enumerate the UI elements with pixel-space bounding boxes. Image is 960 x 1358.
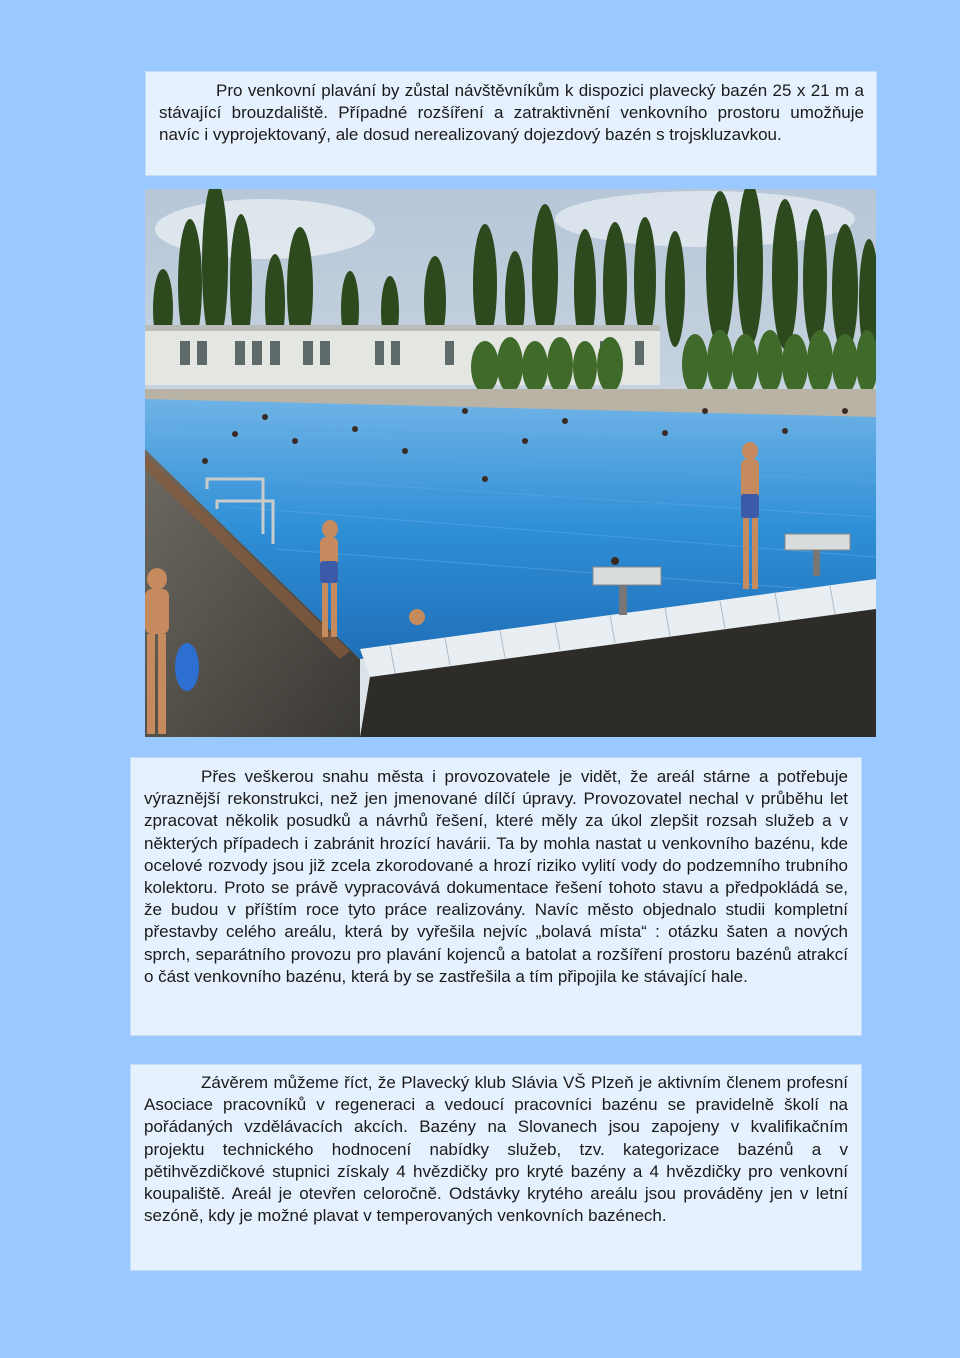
condition-text-box: [130, 757, 862, 1036]
intro-paragraph: Pro venkovní plavání by zůstal návštěvníkům k dispozici plavecký bazén 25 x 21 m a stávající brouzdaliště. Případné rozšíření a zatraktivnění venkovního prostoru umožňuje navíc i vyprojektovaný, ale dosud nerealizovaný dojezdový bazén s trojskluzavkou.: [159, 81, 864, 145]
intro-text-box: [145, 71, 877, 176]
outdoor-pool-photo: [145, 189, 876, 737]
condition-paragraph: Přes veškerou snahu města i provozovatele je vidět, že areál stárne a potřebuje výraznější rekonstrukci, než jen jmenované dílčí úpravy. Provozovatel nechal v průběhu let zpracovat několik posudků a návrhů řešení, které měly za úkol zlepšit rozsah služeb a v některých případech i zabránit hrozící havárii. Ta by mohla nastat u venkovního bazénu, kde ocelové rozvody jsou již zcela zkorodované a hrozí riziko vylití vody do podzemního trubního kolektoru. Proto se právě vypracovává dokumentace řešení tohoto stavu a předpokládá se, že budou v příštím roce tyto práce realizovány. Navíc město objednalo studii kompletní přestavby celého areálu, která by vyřešila nejvíc „bolavá místa“ : otázku šaten a nových sprch, separátního provozu pro plavání kojenců a batolat a rozšíření prostoru bazénů atrakcí o část venkovního bazénu, která by se zastřešila a tím připojila ke stávající hale.: [144, 767, 848, 986]
conclusion-text-box: [130, 1064, 862, 1271]
conclusion-paragraph: Závěrem můžeme říct, že Plavecký klub Slávia VŠ Plzeň je aktivním členem profesní Asociace pracovníků v regeneraci a vedoucí pracovníci bazénu se pravidelně školí na pořádaných vzdělávacích akcích. Bazény na Slovanech jsou zapojeny v kvalifikačním projektu technického hodnocení nabídky služeb, tzv. kategorizace bazénů a v pětihvězdičkové stupnici získaly 4 hvězdičky pro kryté bazény a 4 hvězdičky pro venkovní koupaliště. Areál je otevřen celoročně. Odstávky krytého areálu jsou prováděny jen v letní sezóně, kdy je možné plavat v temperovaných venkovních bazénech.: [144, 1073, 848, 1226]
